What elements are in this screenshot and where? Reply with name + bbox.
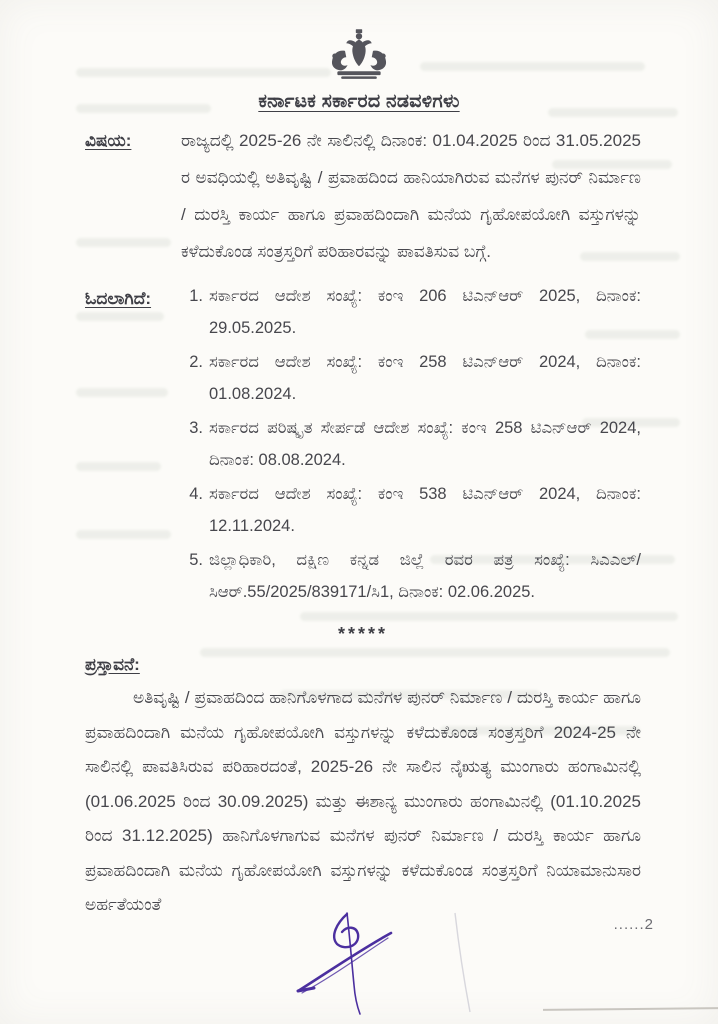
reference-item xyxy=(181,478,641,542)
reference-list xyxy=(181,280,641,610)
subject-text: ರಾಜ್ಯದಲ್ಲಿ 2025-26 ನೇ ಸಾಲಿನಲ್ಲಿ ದಿನಾಂಕ: 01.04.2025 ರಿಂದ 31.05.2025 ರ ಅವಧಿಯಲ್ಲಿ ಅತಿವೃಷ್ಟಿ / ಪ್ರವಾಹದಿಂದ ಹಾನಿಯಾಗಿರುವ ಮನೆಗಳ ಪುನರ್ ನಿರ್ಮಾಣ / ದುರಸ್ತಿ ಕಾರ್ಯ ಹಾಗೂ ಪ್ರವಾಹದಿಂದಾಗಿ ಮನೆಯ ಗೃಹೋಪಯೋಗಿ ವಸ್ತುಗಳನ್ನು ಕಳೆದುಕೊಂಡ ಸಂತ್ರಸ್ತರಿಗೆ ಪರಿಹಾರವನ್ನು ಪಾವತಿಸುವ ಬಗ್ಗೆ. xyxy=(181,131,641,261)
reference-item-number: 4. xyxy=(189,485,203,503)
page-continuation-marker: ......2 xyxy=(613,916,654,933)
reference-item xyxy=(181,346,641,410)
reference-item-text: ಸರ್ಕಾರದ ಪರಿಷ್ಕೃತ ಸೇರ್ಪಡೆ ಆದೇಶ ಸಂಖ್ಯೆ: ಕಂಇ 258 ಟಿಎನ್ಆರ್ 2024, ದಿನಾಂಕ: 08.08.2024. xyxy=(209,419,641,469)
karnataka-state-emblem-icon xyxy=(327,28,391,84)
reference-item-number: 3. xyxy=(189,419,203,437)
document-body xyxy=(85,122,641,923)
read-label: ಓದಲಾಗಿದೆ: xyxy=(85,289,152,308)
document-title: ಕರ್ನಾಟಕ ಸರ್ಕಾರದ ನಡವಳಿಗಳು xyxy=(258,91,460,112)
subject-label: ವಿಷಯ: xyxy=(85,131,132,150)
section-separator: ***** xyxy=(337,624,389,644)
subject-section xyxy=(85,122,641,270)
reference-item-number: 5. xyxy=(189,551,203,569)
reference-item xyxy=(181,412,641,476)
paper-edge-artifact xyxy=(543,1007,718,1011)
preamble-label: ಪ್ರಸ್ತಾವನೆ: xyxy=(85,655,140,674)
reference-item-text: ಜಿಲ್ಲಾಧಿಕಾರಿ, ದಕ್ಷಿಣ ಕನ್ನಡ ಜಿಲ್ಲೆ ರವರ ಪತ್ರ ಸಂಖ್ಯೆ: ಸಿಎಎಲ್/ಸಿಆರ್.55/2025/839171/ಸಿ1, ದಿನಾಂಕ: 02.06.2025. xyxy=(209,551,641,601)
read-section xyxy=(85,280,641,610)
faint-pen-impression xyxy=(455,913,470,1012)
reference-item-text: ಸರ್ಕಾರದ ಆದೇಶ ಸಂಖ್ಯೆ: ಕಂಇ 538 ಟಿಎನ್ಆರ್ 2024, ದಿನಾಂಕ: 12.11.2024. xyxy=(209,485,641,535)
reference-item-number: 2. xyxy=(189,353,203,371)
reference-item-text: ಸರ್ಕಾರದ ಆದೇಶ ಸಂಖ್ಯೆ: ಕಂಇ 206 ಟಿಎನ್ಆರ್ 2025, ದಿನಾಂಕ: 29.05.2025. xyxy=(209,287,641,337)
reference-item xyxy=(181,544,641,608)
reference-item-text: ಸರ್ಕಾರದ ಆದೇಶ ಸಂಖ್ಯೆ: ಕಂಇ 258 ಟಿಎನ್ಆರ್ 2024, ದಿನಾಂಕ: 01.08.2024. xyxy=(209,353,641,403)
reference-item-number: 1. xyxy=(189,287,203,305)
preamble-section xyxy=(85,655,641,923)
document-header xyxy=(0,28,718,113)
reference-item xyxy=(181,280,641,344)
preamble-text: ಅತಿವೃಷ್ಟಿ / ಪ್ರವಾಹದಿಂದ ಹಾನಿಗೊಳಗಾದ ಮನೆಗಳ ಪುನರ್ ನಿರ್ಮಾಣ / ದುರಸ್ತಿ ಕಾರ್ಯ ಹಾಗೂ ಪ್ರವಾಹದಿಂದಾಗಿ ಮನೆಯ ಗೃಹೋಪಯೋಗಿ ವಸ್ತುಗಳನ್ನು ಕಳೆದುಕೊಂಡ ಸಂತ್ರಸ್ತರಿಗೆ 2024-25 ನೇ ಸಾಲಿನಲ್ಲಿ ಪಾವತಿಸಿರುವ ಪರಿಹಾರದಂತೆ, 2025-26 ನೇ ಸಾಲಿನ ನೈಋತ್ಯ ಮುಂಗಾರು ಹಂಗಾಮಿನಲ್ಲಿ (01.06.2025 ರಿಂದ 30.09.2025) ಮತ್ತು ಈಶಾನ್ಯ ಮುಂಗಾರು ಹಂಗಾಮಿನಲ್ಲಿ (01.10.2025 ರಿಂದ 31.12.2025) ಹಾನಿಗೊಳಗಾಗುವ ಮನೆಗಳ ಪುನರ್ ನಿರ್ಮಾಣ / ದುರಸ್ತಿ ಕಾರ್ಯ ಹಾಗೂ ಪ್ರವಾಹದಿಂದಾಗಿ ಮನೆಯ ಗೃಹೋಪಯೋಗಿ ವಸ್ತುಗಳನ್ನು ಕಳೆದುಕೊಂಡ ಸಂತ್ರಸ್ತರಿಗೆ ನಿಯಾಮಾನುಸಾರ ಅರ್ಹತೆಯಂತೆ xyxy=(85,688,641,914)
